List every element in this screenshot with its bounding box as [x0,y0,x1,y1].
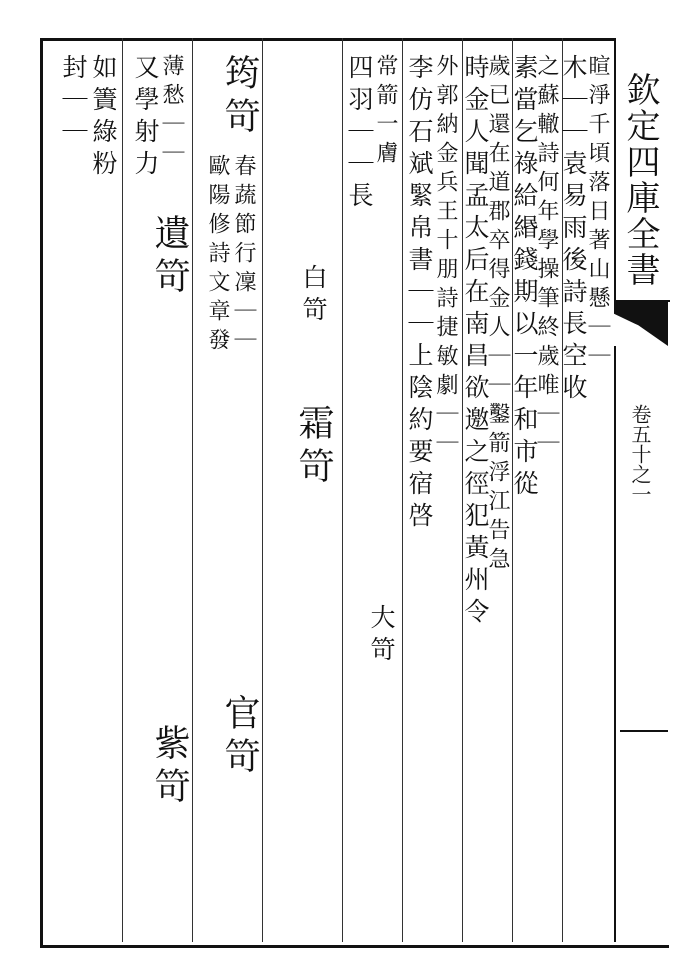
column-rule [402,38,403,942]
text-column [461,44,512,940]
column-text: 歲已還在道郡卒得金人｜｜鑿箭浮江告急 [485,54,510,576]
text-column [406,44,462,940]
margin-rule [614,346,616,942]
column-rule [342,38,343,942]
text-column [510,44,561,940]
text-column [266,44,342,940]
column-text: 歐陽修詩文章發 [205,154,230,357]
column-text: 之蘇轍詩何年學操筆終歲唯｜｜ [534,54,559,460]
headword: 遺笴 [149,214,190,300]
column-rule [262,38,263,942]
text-column [196,44,262,940]
column-text: 暄淨千頃落日著山懸｜｜ [585,54,610,373]
headword: 官笴 [219,694,260,780]
text-column [346,44,402,940]
headword: 大笴 [367,604,396,668]
headword: 紫笴 [149,724,190,810]
column-text: 李仿石斌緊帛書｜｜上陰約要宿啓 [405,54,434,534]
text-column [559,44,612,940]
headword: 白笴 [299,264,328,328]
column-text: 木｜｜袁易雨後詩長空收 [559,54,588,406]
volume-label: 卷五十之一 [628,404,652,504]
column-text: 封｜｜ [59,54,88,150]
column-text: 時金人聞孟太后在南昌欲邀之徑犯黃州令 [461,54,490,630]
column-text: 四羽｜｜長 [345,54,374,214]
book-title: 欽定四庫全書 [620,72,660,288]
column-text: 常箭一膚 [373,54,398,170]
margin-tick [620,730,668,732]
column-text: 素當乞祿給緡錢期以一年和市從 [510,54,539,502]
text-column [56,44,122,940]
column-text: 如簀綠粉 [89,54,118,182]
column-rule [122,38,123,942]
column-rule [192,38,193,942]
column-text: 又學射力 [131,54,160,182]
column-text: 外郭納金兵王十朋詩捷敏劇｜｜ [433,54,458,460]
headword: 筠笴 [219,54,260,140]
column-text: 薄愁｜｜ [159,54,184,170]
column-text: 春蔬節行凜｜｜ [231,154,256,357]
headword: 霜笴 [293,404,334,490]
text-column [126,44,192,940]
